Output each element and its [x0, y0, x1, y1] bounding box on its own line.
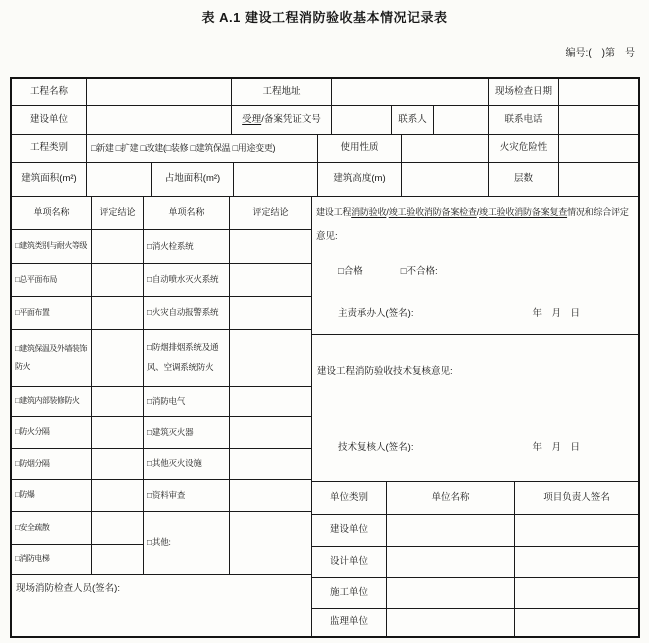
checklist-item-smoke-hvac[interactable]: □防烟排烟系统及通风、空调系统防火: [144, 330, 230, 387]
lead-handler-sign-row: [312, 305, 638, 319]
unit-signature-cell[interactable]: [515, 547, 638, 578]
eval-cell[interactable]: [92, 545, 144, 575]
unit-signature-cell[interactable]: [515, 515, 638, 547]
acceptance-doc-no-cell[interactable]: [332, 106, 392, 135]
eval-header-2: 评定结论: [230, 197, 312, 230]
technical-review-title: 建设工程消防验收技术复核意见:: [317, 366, 453, 377]
checklist-item-building-class[interactable]: □建筑类别与耐火等级: [12, 230, 92, 264]
checklist-item-sprinkler-system[interactable]: □自动喷水灭火系统: [144, 264, 230, 297]
project-address-cell[interactable]: [332, 79, 489, 106]
building-height-cell[interactable]: [402, 163, 489, 197]
acceptance-doc-underlined: 受理: [242, 113, 262, 125]
review-title-segment: 建设工程: [316, 207, 352, 217]
checklist-item-hydrant-system[interactable]: □消火栓系统: [144, 230, 230, 264]
fail-checkbox[interactable]: □不合格:: [400, 266, 438, 277]
contact-phone-cell[interactable]: [559, 106, 638, 135]
eval-cell[interactable]: [230, 449, 312, 480]
item-name-header-2: 单项名称: [144, 197, 230, 230]
project-category-label: 工程类别: [12, 135, 87, 163]
eval-cell[interactable]: [92, 417, 144, 449]
eval-cell[interactable]: [92, 480, 144, 512]
inspection-date-cell[interactable]: [559, 79, 638, 106]
contact-person-cell[interactable]: [434, 106, 489, 135]
eval-cell[interactable]: [92, 449, 144, 480]
review-title-segment: 竣工验收消防备案复查: [479, 207, 568, 217]
floors-label: 层数: [489, 163, 559, 197]
comprehensive-review-section: [312, 197, 638, 335]
technical-review-section: [312, 335, 638, 482]
eval-cell[interactable]: [92, 330, 144, 387]
checklist-item-smoke-separation[interactable]: □防烟分隔: [12, 449, 92, 480]
checklist-item-extinguishers[interactable]: □建筑灭火器: [144, 417, 230, 449]
project-name-cell[interactable]: [87, 79, 232, 106]
checklist-item-plan-arrangement[interactable]: □平面布置: [12, 297, 92, 330]
construction-unit-label: 建设单位: [12, 106, 87, 135]
eval-cell[interactable]: [230, 512, 312, 575]
usage-nature-cell[interactable]: [402, 135, 489, 163]
item-name-header-1: 单项名称: [12, 197, 92, 230]
form-table: [10, 77, 640, 638]
eval-cell[interactable]: [92, 387, 144, 417]
form-title: 表 A.1 建设工程消防验收基本情况记录表: [201, 10, 448, 25]
technical-reviewer-sign-row: [312, 439, 638, 453]
checklist-grid: [12, 197, 312, 636]
eval-cell[interactable]: [230, 330, 312, 387]
checklist-item-other[interactable]: □其他:: [144, 512, 230, 575]
eval-cell[interactable]: [230, 297, 312, 330]
usage-nature-label: 使用性质: [318, 135, 402, 163]
unit-signature-cell[interactable]: [515, 609, 638, 636]
checklist-item-fire-electrical[interactable]: □消防电气: [144, 387, 230, 417]
unit-name-header: 单位名称: [387, 482, 515, 515]
floor-area-label: 建筑面积(m²): [12, 163, 87, 197]
unit-name-cell[interactable]: [387, 547, 515, 578]
lead-handler-signature-label: 主责承办人(签名):: [338, 308, 414, 319]
review-title-segment: 竣工验收消防备案检查: [388, 207, 477, 217]
checklist-item-explosion-protection[interactable]: □防爆: [12, 480, 92, 512]
eval-cell[interactable]: [230, 417, 312, 449]
eval-cell[interactable]: [92, 264, 144, 297]
checklist-item-fire-elevator[interactable]: □消防电梯: [12, 545, 92, 575]
eval-cell[interactable]: [92, 512, 144, 545]
eval-header-1: 评定结论: [92, 197, 144, 230]
site-inspector-signature-cell[interactable]: 现场消防检查人员(签名):: [12, 575, 312, 636]
technical-reviewer-signature-label: 技术复核人(签名):: [338, 442, 414, 453]
unit-name-cell[interactable]: [387, 609, 515, 636]
review-title-line1: [312, 205, 638, 218]
info-grid-top: [12, 79, 638, 135]
info-grid-bottom: [12, 135, 638, 197]
eval-cell[interactable]: [230, 230, 312, 264]
technical-review-date-label: 年 月 日: [532, 442, 580, 453]
project-category-options[interactable]: □新建 □扩建 □改建(□装修 □建筑保温 □用途变更): [87, 135, 318, 163]
review-date-label: 年 月 日: [532, 308, 580, 319]
pass-fail-row: [312, 263, 638, 277]
fire-hazard-cell[interactable]: [559, 135, 638, 163]
project-address-label: 工程地址: [232, 79, 332, 106]
review-title-segment: /: [386, 207, 389, 217]
unit-row-design: 设计单位: [312, 547, 387, 578]
contact-person-label: 联系人: [392, 106, 434, 135]
checklist-item-insulation-facade[interactable]: □建筑保温及外墙装饰防火: [12, 330, 92, 387]
floor-area-cell[interactable]: [87, 163, 152, 197]
project-leader-signature-header: 项目负责人签名: [515, 482, 638, 515]
checklist-item-other-extinguishing[interactable]: □其他灭火设施: [144, 449, 230, 480]
unit-name-cell[interactable]: [387, 578, 515, 609]
checklist-item-fire-alarm-system[interactable]: □火灾自动报警系统: [144, 297, 230, 330]
doc-number: 编号:( )第 号: [565, 48, 635, 59]
eval-cell[interactable]: [92, 297, 144, 330]
eval-cell[interactable]: [230, 387, 312, 417]
building-height-label: 建筑高度(m): [318, 163, 402, 197]
checklist-item-evacuation[interactable]: □安全疏散: [12, 512, 92, 545]
acceptance-doc-rest: /备案凭证文号: [261, 113, 321, 125]
review-title-segment: /: [476, 207, 480, 217]
unit-type-header: 单位类别: [312, 482, 387, 515]
eval-cell[interactable]: [230, 480, 312, 512]
site-area-cell[interactable]: [234, 163, 318, 197]
acceptance-doc-no-label: [232, 106, 332, 135]
review-title-segment: 消防验收: [351, 207, 387, 217]
unit-row-supervision: 监理单位: [312, 609, 387, 636]
review-title-line2: 意见:: [316, 231, 338, 242]
checklist-item-site-layout[interactable]: □总平面布局: [12, 264, 92, 297]
review-block: [312, 197, 638, 636]
construction-unit-cell[interactable]: [87, 106, 232, 135]
checklist-item-document-review[interactable]: □资料审查: [144, 480, 230, 512]
units-table: [312, 482, 638, 636]
review-title-segment: 情况和综合评定: [567, 207, 629, 217]
unit-signature-cell[interactable]: [515, 578, 638, 609]
site-area-label: 占地面积(m²): [152, 163, 234, 197]
unit-row-builder: 施工单位: [312, 578, 387, 609]
eval-cell[interactable]: [92, 230, 144, 264]
contact-phone-label: 联系电话: [489, 106, 559, 135]
checklist-item-fire-separation[interactable]: □防火分隔: [12, 417, 92, 449]
fire-hazard-label: 火灾危险性: [489, 135, 559, 163]
eval-cell[interactable]: [230, 264, 312, 297]
unit-name-cell[interactable]: [387, 515, 515, 547]
floors-cell[interactable]: [559, 163, 638, 197]
project-name-label: 工程名称: [12, 79, 87, 106]
pass-checkbox[interactable]: □合格: [338, 266, 363, 277]
unit-row-construction: 建设单位: [312, 515, 387, 547]
inspection-date-label: 现场检查日期: [489, 79, 559, 106]
checklist-item-interior-decoration[interactable]: □建筑内部装修防火: [12, 387, 92, 417]
